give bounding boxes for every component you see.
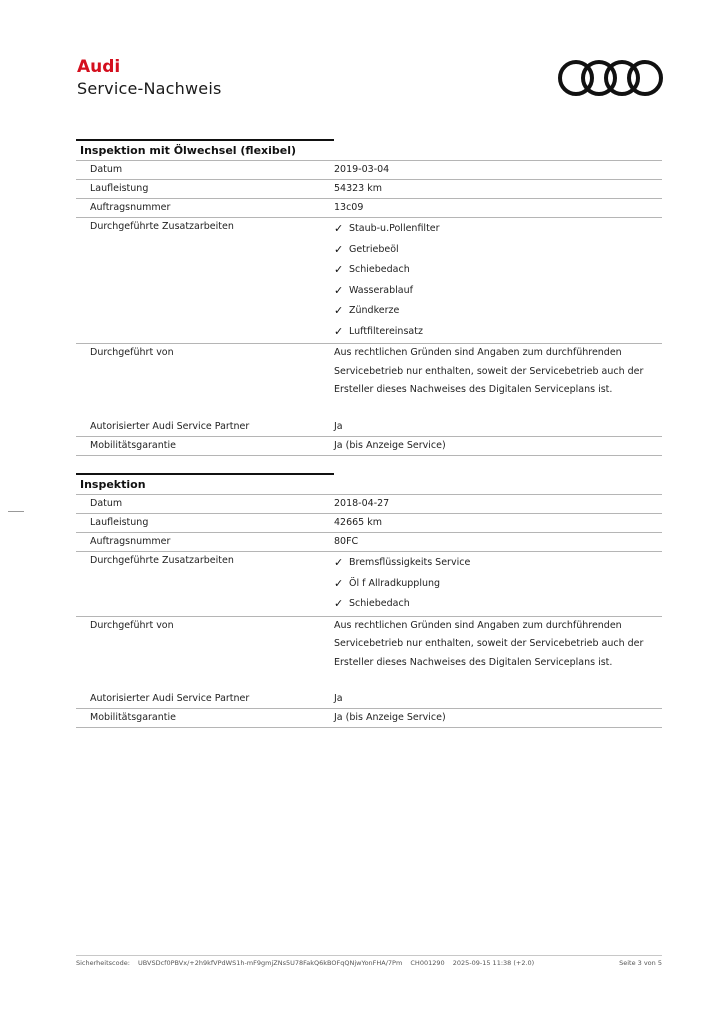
service-section-1: [76, 141, 662, 456]
label: Durchgeführt von: [90, 619, 174, 631]
label: Mobilitätsgarantie: [90, 712, 176, 723]
checkmark-icon: ✓: [334, 242, 344, 256]
page-footer: [76, 955, 662, 967]
label: Datum: [90, 498, 123, 509]
work-item: ✓ Wasserablauf: [334, 281, 662, 302]
row-datum: [76, 495, 662, 514]
row-mobilitaetsgarantie: [76, 437, 662, 456]
label: Auftragsnummer: [90, 536, 171, 547]
work-list: [334, 218, 662, 343]
value: Ja (bis Anzeige Service): [334, 712, 446, 723]
label: Laufleistung: [90, 517, 149, 528]
timestamp: 2025-09-15 11:38 (+2.0): [452, 959, 535, 967]
label: Auftragsnummer: [90, 202, 171, 213]
value: 54323 km: [334, 183, 382, 194]
document-title: Service-Nachweis: [77, 79, 222, 98]
row-zusatzarbeiten: [76, 218, 662, 344]
value: 80FC: [334, 536, 359, 547]
value: Ja (bis Anzeige Service): [334, 439, 446, 451]
row-laufleistung: [76, 514, 662, 533]
row-durchgefuehrt-von: [76, 617, 662, 691]
value: 2019-03-04: [334, 164, 390, 175]
work-item: ✓ Getriebeöl: [334, 240, 662, 261]
work-item: ✓ Zündkerze: [334, 301, 662, 322]
section-title: Inspektion mit Ölwechsel (flexibel): [76, 141, 662, 161]
row-service-partner: [76, 418, 662, 437]
work-item: ✓ Staub-u.Pollenfilter: [334, 219, 662, 240]
value: 42665 km: [334, 517, 382, 528]
audi-rings-logo: [557, 59, 663, 97]
row-laufleistung: [76, 180, 662, 199]
row-zusatzarbeiten: [76, 552, 662, 617]
work-list: [334, 552, 662, 616]
label: Datum: [90, 164, 123, 175]
value: Aus rechtlichen Gründen sind Angaben zum durchführenden Servicebetrieb nur enthalten, soweit der Servicebetrieb auch der Ersteller dieses Nachweises des Digitalen Serviceplans ist.: [334, 347, 644, 395]
security-code-label: Sicherheitscode:: [76, 959, 130, 967]
checkmark-icon: ✓: [334, 597, 344, 610]
label: Autorisierter Audi Service Partner: [90, 693, 250, 704]
row-datum: [76, 161, 662, 180]
page-number: Seite 3 von 5: [619, 959, 662, 967]
brand-name: Audi: [77, 57, 121, 77]
label: Durchgeführt von: [90, 347, 174, 358]
work-item: ✓ Öl f Allradkupplung: [334, 574, 662, 595]
checkmark-icon: ✓: [334, 222, 344, 235]
security-code: UBVSDcf0PBVx/+2h9kfVPdWS1h-mF9gmjZNs5U78FakQ6kBOFqQNjwYonFHA/7Pm: [138, 959, 403, 967]
value: 13c09: [334, 202, 364, 213]
row-mobilitaetsgarantie: [76, 709, 662, 728]
value: 2018-04-27: [334, 498, 390, 509]
checkmark-icon: ✓: [334, 576, 344, 590]
label: Laufleistung: [90, 183, 149, 194]
row-auftragsnummer: [76, 533, 662, 552]
label: Mobilitätsgarantie: [90, 439, 176, 451]
section-title: Inspektion: [76, 475, 662, 495]
checkmark-icon: ✓: [334, 324, 344, 338]
document-id: CH001290: [410, 959, 445, 967]
label: Autorisierter Audi Service Partner: [90, 420, 250, 432]
service-section-2: [76, 475, 662, 728]
value: Aus rechtlichen Gründen sind Angaben zum durchführenden Servicebetrieb nur enthalten, soweit der Servicebetrieb auch der Ersteller dieses Nachweises des Digitalen Serviceplans ist.: [334, 619, 644, 668]
value: Ja: [334, 420, 343, 432]
label: Durchgeführte Zusatzarbeiten: [90, 221, 234, 232]
value: Ja: [334, 693, 343, 704]
row-auftragsnummer: [76, 199, 662, 218]
work-item: ✓ Bremsflüssigkeits Service: [334, 553, 662, 574]
checkmark-icon: ✓: [334, 283, 344, 297]
row-durchgefuehrt-von: [76, 344, 662, 418]
checkmark-icon: ✓: [334, 263, 344, 276]
security-info: [76, 959, 540, 967]
checkmark-icon: ✓: [334, 556, 344, 569]
fold-mark: [8, 511, 24, 512]
label: Durchgeführte Zusatzarbeiten: [90, 555, 234, 566]
work-item: ✓ Schiebedach: [334, 594, 662, 615]
work-item: ✓ Schiebedach: [334, 260, 662, 281]
work-item: ✓ Luftfiltereinsatz: [334, 322, 662, 343]
checkmark-icon: ✓: [334, 304, 344, 317]
row-service-partner: [76, 690, 662, 709]
